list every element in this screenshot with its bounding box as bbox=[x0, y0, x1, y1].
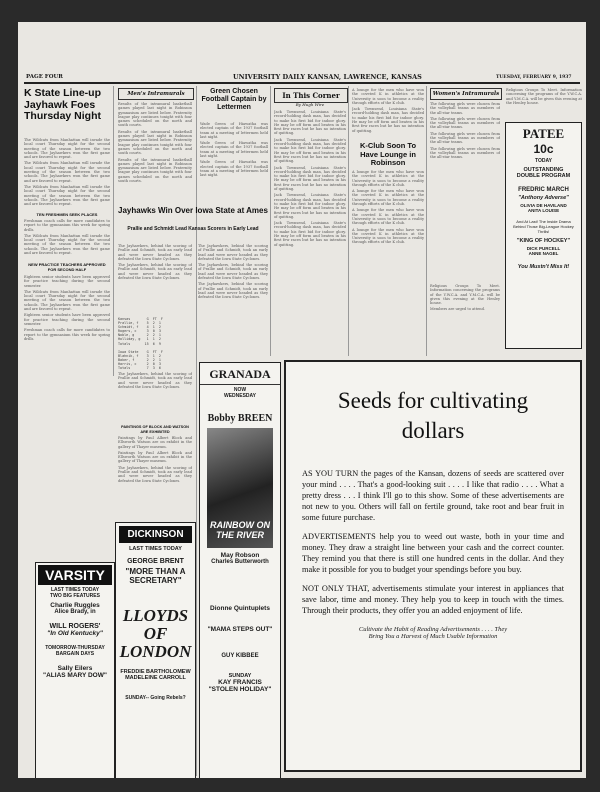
article-religious-groups bbox=[430, 284, 500, 356]
patee-anthony-adverse: "Anthony Adverse" bbox=[518, 195, 569, 201]
box-score-row: Baker, f 2 2 1 bbox=[118, 357, 161, 362]
seeds-tagline-2: Bring You a Harvest of Much Usable Information bbox=[368, 633, 498, 640]
womens-intramurals-title: Women's Intramurals bbox=[430, 88, 502, 100]
box-score-row: Iowa State G FT F bbox=[118, 349, 163, 354]
box-score-row: Prallie, f 5 2 1 bbox=[118, 321, 161, 326]
box-score-row: Totals 7 3 6 bbox=[118, 366, 161, 371]
granada-name: GRANADA bbox=[200, 367, 280, 385]
patee-double: DOUBLE PROGRAM bbox=[516, 173, 571, 179]
patee-theater-ad bbox=[505, 122, 582, 349]
page-number: PAGE FOUR bbox=[26, 74, 63, 80]
varsity-theater-ad bbox=[35, 562, 115, 778]
masthead-date: TUESDAY, FEBRUARY 9, 1937 bbox=[496, 75, 572, 80]
newspaper-page bbox=[18, 22, 586, 778]
article-kclub bbox=[352, 170, 424, 356]
article-text: Freshman coach calls for more candidates to report to the gymnasium this week for spring drills. bbox=[24, 219, 110, 232]
article-text: The Jayhawkers, behind the scoring of Prallie and Schmidt, took an early lead and were never headed as they defeated the Iowa State Cyclones. bbox=[118, 263, 192, 281]
granada-now: NOW bbox=[233, 387, 247, 393]
article-text: Wade Green of Hiawatha was elected captain of the 1937 football team at a meeting of lettermen held last night. bbox=[200, 122, 268, 139]
patee-fredric-march: FREDRIC MARCH bbox=[518, 187, 569, 193]
box-score-row: Noble, g 2 2 1 bbox=[118, 333, 161, 338]
granada-theater-ad bbox=[199, 362, 281, 778]
varsity-will-rogers: WILL ROGERS' bbox=[49, 623, 101, 630]
article-text: The Jayhawkers, behind the scoring of Prallie and Schmidt, took an early lead and were never headed as they defeated the Iowa State Cyclones. bbox=[118, 244, 192, 261]
varsity-brady: Alice Brady, in bbox=[54, 609, 96, 615]
granada-bobby-breen: Bobby BREEN bbox=[207, 413, 273, 424]
box-score-row: Schmidt, f 4 1 2 bbox=[118, 325, 161, 330]
patee-anita: ANITA LOUISE bbox=[527, 208, 560, 213]
dickinson-last-times: LAST TIMES TODAY bbox=[129, 546, 182, 552]
article-text: A lounge for the men who have won the coveted K in athletics at the University is soon to become a reality through efforts of the K club. bbox=[352, 189, 424, 207]
article-text: The Jayhawkers, behind the scoring of Prallie and Schmidt, took an early lead and were never headed as they defeated the Iowa State Cyclones. bbox=[198, 244, 268, 261]
article-kstate bbox=[24, 138, 110, 208]
column-rule bbox=[426, 86, 427, 356]
patee-purcell: DICK PURCELL bbox=[526, 246, 561, 251]
article-iowa-state bbox=[118, 244, 192, 314]
varsity-bargain-days: TOMORROW-THURSDAY BARGAIN DAYS bbox=[45, 645, 105, 657]
seeds-paragraph-3: NOT ONLY THAT, advertisements stimulate your interest in appliances that save labor, time and money. They help you to keep in touch with the times. Through their products, they offer you an added enjoyment of life. bbox=[302, 584, 564, 615]
article-text: Religious Groups To Meet. Information concerning the programs of the Y.W.C.A. and Y.M.C.A. will be given this evening at the Henley house. bbox=[506, 88, 582, 105]
article-text: The Wildcats from Manhattan will invade the local court Thursday night for the second meeting of the season between the two schools. The Jayhawkers won the first game and are favored to repeat. bbox=[24, 138, 110, 160]
dickinson-bartholomew: FREDDIE BARTHOLOMEW bbox=[120, 669, 191, 675]
granada-mama-steps-out: "MAMA STEPS OUT" bbox=[207, 626, 273, 633]
box-score-row: Holliday, g 1 1 2 bbox=[118, 337, 161, 342]
box-score-header: Kansas G FT F bbox=[118, 317, 163, 321]
varsity-old-kentucky: "In Old Kentucky" bbox=[47, 630, 103, 637]
granada-may-robson: May Robson bbox=[220, 552, 260, 559]
varsity-eilers: Sally Eilers bbox=[57, 665, 93, 672]
granada-sunday: SUNDAY bbox=[228, 673, 252, 679]
article-text: Jack Townsend, Louisiana State's record-holding dash man, has decided to make his first bid for indoor glory. He may be off form and beaten in his first few races but he has no intention of quitting. bbox=[274, 221, 346, 247]
dickinson-theater-ad bbox=[115, 522, 196, 778]
article-text: The Wildcats from Manhattan will invade the local court Thursday night for the second meeting of the season between the two schools. The Jayhawkers won the first game and are favored to repeat. bbox=[24, 184, 110, 207]
patee-must-miss: You Mustn't Miss It! bbox=[517, 264, 570, 270]
in-this-corner-byline: By Hugh Wire bbox=[295, 102, 325, 107]
article-text: The Jayhawkers, behind the scoring of Prallie and Schmidt, took an early lead and were never headed as they defeated the Iowa State Cyclones. bbox=[118, 372, 192, 389]
box-score-row: Totals 15 6 9 bbox=[118, 341, 161, 346]
mens-intramurals-body bbox=[118, 102, 192, 202]
article-text: The following girls were chosen from the volleyball teams as members of the all-star teams. bbox=[430, 146, 500, 160]
article-text: Eighteen senior students have been approved for practice teaching during the second semester. bbox=[24, 275, 110, 288]
article-text: A lounge for the men who have won the coveted K in athletics at the University is soon to become a reality through efforts of the K club. bbox=[352, 227, 424, 245]
article-text: Jack Townsend, Louisiana State's record-holding dash man, has decided to make his first bid for indoor glory. He may be off form and beaten in his first few races but he has no intention of quitting. bbox=[352, 107, 424, 133]
patee-price: 10c bbox=[533, 142, 554, 156]
article-paintings bbox=[118, 436, 192, 524]
seeds-ad bbox=[284, 360, 582, 772]
patee-olivia: OLIVIA DE HAVILAND bbox=[520, 203, 567, 208]
article-text: Paintings by Paul Albert Block and Ellsworth Watson are on exhibit in the gallery of Thayer museum. bbox=[118, 450, 192, 464]
subhead-freshmen: TEN FRESHMEN SEEK PLACES bbox=[36, 212, 98, 217]
patee-king-of-hockey: "KING OF HOCKEY" bbox=[516, 238, 571, 244]
headline-iowa-state: Jayhawks Win Over Iowa State at Ames bbox=[118, 206, 268, 215]
masthead-title: UNIVERSITY DAILY KANSAN, LAWRENCE, KANSAS bbox=[233, 73, 422, 81]
dickinson-lloyds: LLOYDS OF LONDON bbox=[119, 606, 192, 661]
in-this-corner-title: In This Corner bbox=[274, 88, 348, 103]
granada-wednesday: WEDNESDAY bbox=[223, 393, 257, 399]
subhead-paintings: PAINTINGS OF BLOCK AND WATSON ARE EXHIBITED bbox=[121, 425, 189, 434]
dickinson-carroll: MADELEINE CARROLL bbox=[125, 675, 186, 681]
article-kclub-lead bbox=[352, 88, 424, 138]
womens-intramurals-body bbox=[430, 102, 500, 278]
granada-stolen-holiday: "STOLEN HOLIDAY" bbox=[208, 686, 272, 693]
granada-rainbow-title: RAINBOW ON THE RIVER bbox=[210, 520, 270, 540]
subhead-iowa-state: Prallie and Schmidt Lead Kansas Scorers in Early Lead bbox=[127, 226, 259, 232]
subhead-practice-teachers: NEW PRACTICE TEACHERS APPROVED FOR SECOND HALF bbox=[28, 262, 106, 272]
seeds-tagline-1: Cultivate the Habit of Reading Advertisements . . . . They bbox=[358, 626, 508, 633]
article-text: The Wildcats from Manhattan will invade the local court Thursday night for the second meeting of the season between the two schools. The Jayhawkers won the first game and are favored to repeat. bbox=[24, 289, 110, 312]
article-text: The Wildcats from Manhattan will invade the local court Thursday night for the second meeting of the season between the two schools. The Jayhawkers won the first game and are favored to repeat. bbox=[24, 233, 110, 256]
headline-kstate: K State Line-up Jayhawk Foes Thursday Night bbox=[24, 87, 102, 122]
patee-nagel: ANNE NAGEL bbox=[528, 251, 559, 256]
seeds-title-line1: Seeds for cultivating bbox=[337, 388, 529, 413]
box-score bbox=[118, 317, 192, 370]
article-text: Jack Townsend, Louisiana State's record-holding dash man, has decided to make his first bid for indoor glory. He may be off form and beaten in his first few races but he has no intention of quitting. bbox=[274, 110, 346, 136]
box-score-row: Blahnik, f 3 1 2 bbox=[118, 353, 161, 358]
article-text: The Jayhawkers, behind the scoring of Prallie and Schmidt, took an early lead and were never headed as they defeated the Iowa State Cyclones. bbox=[118, 465, 192, 483]
article-text: The Wildcats from Manhattan will invade the local court Thursday night for the second meeting of the season between the two schools. The Jayhawkers won the first game and are favored to repeat. bbox=[24, 161, 110, 183]
column-rule bbox=[113, 86, 114, 376]
seeds-paragraph-2: ADVERTISEMENTS help you to weed out waste, both in your time and money. They draw a straight line between your cash and the correct counter. They remind you that there is still one hundred cents in the dollar. And they make it possible for you to budget your spendings before you buy. bbox=[302, 532, 564, 574]
patee-tagline: And At Last! The Inside Drama Behind Those Big-League Hockey Thrills! bbox=[513, 219, 574, 234]
varsity-name: VARSITY bbox=[38, 565, 112, 585]
patee-name: PATEE bbox=[522, 126, 565, 141]
article-iowa-state-continued bbox=[198, 244, 268, 352]
dickinson-sunday: SUNDAY-- Going Rebels? bbox=[125, 695, 186, 701]
dickinson-name: DICKINSON bbox=[119, 526, 192, 543]
article-freshmen bbox=[24, 219, 110, 259]
article-text: Results of the intramural basketball games played last night in Robinson gymnasium are listed below. Fraternity league play continues tonight with four games scheduled on the north and south courts. bbox=[118, 157, 192, 184]
patee-outstanding: OUTSTANDING bbox=[523, 167, 564, 173]
article-text: The Jayhawkers, behind the scoring of Prallie and Schmidt, took an early lead and were never headed as they defeated the Iowa State Cyclones. bbox=[198, 263, 268, 281]
masthead-rule bbox=[24, 82, 580, 84]
varsity-two-features: TWO BIG FEATURES bbox=[50, 593, 100, 599]
box-score-continued bbox=[118, 372, 192, 422]
headline-kclub: K-Club Soon To Have Lounge in Robinson bbox=[359, 141, 417, 167]
article-text: Paintings by Paul Albert Block and Ellsworth Watson are on exhibit in the gallery of Thayer museum. bbox=[118, 436, 192, 449]
article-text: Wade Green of Hiawatha was elected captain of the 1937 football team at a meeting of lettermen held last night. bbox=[200, 160, 268, 178]
patee-today: TODAY bbox=[535, 158, 552, 164]
article-text: The Jayhawkers, behind the scoring of Prallie and Schmidt, took an early lead and were never headed as they defeated the Iowa State Cyclones. bbox=[198, 282, 268, 300]
column-rule bbox=[270, 86, 271, 356]
article-text: Jack Townsend, Louisiana State's record-holding dash man, has decided to make his first bid for indoor glory. He may be off form and beaten in his first few races but he has no intention of quitting. bbox=[274, 137, 346, 164]
dickinson-secretary: "MORE THAN A SECRETARY" bbox=[125, 567, 186, 585]
in-this-corner-body bbox=[274, 110, 346, 355]
article-text: A lounge for the men who have won the coveted K in athletics at the University is soon to become a reality through efforts of the K club. bbox=[352, 170, 424, 187]
article-text: Results of the intramural basketball games played last night in Robinson gymnasium are listed below. Fraternity league play continues tonight with four games scheduled on the north and south courts. bbox=[118, 102, 192, 128]
mens-intramurals-title: Men's Intramurals bbox=[118, 88, 194, 100]
article-text: The following girls were chosen from the volleyball teams as members of the all-star teams. bbox=[430, 131, 500, 145]
seeds-title-line2: dollars bbox=[401, 418, 465, 443]
column-rule bbox=[196, 86, 197, 776]
article-text: The following girls were chosen from the volleyball teams as members of the all-star teams. bbox=[430, 116, 500, 130]
article-text: Jack Townsend, Louisiana State's record-holding dash man, has decided to make his first bid for indoor glory. He may be off form and beaten in his first few races but he has no intention of quitting. bbox=[274, 193, 346, 219]
granada-kibbee: GUY KIBBEE bbox=[221, 653, 259, 659]
article-text: Freshman coach calls for more candidates to report to the gymnasium this week for spring drills. bbox=[24, 328, 110, 341]
varsity-last-times: LAST TIMES TODAY bbox=[50, 587, 100, 593]
article-text: Religious Groups To Meet. Information concerning the programs of the Y.W.C.A. and Y.M.C.A. will be given this evening at the Henley house. bbox=[430, 284, 500, 306]
article-text: Eighteen senior students have been approved for practice teaching during the second semester. bbox=[24, 313, 110, 326]
seeds-paragraph-1: AS YOU TURN the pages of the Kansan, dozens of seeds are scattered over your mind . . . . That's a good-looking suit . . . . I like that radio . . . . What a pretty dress . . . I think I'll go to this show. Some of these advertisements are not new to you. Others will fall on fertile ground, take root and bear fruit in some future purchase. bbox=[302, 469, 564, 522]
box-score-row: Rogers, c 3 0 3 bbox=[118, 329, 161, 334]
column-rule bbox=[348, 86, 349, 356]
seeds-body bbox=[302, 468, 564, 616]
article-text: Members are urged to attend. bbox=[430, 307, 486, 312]
article-text: Wade Green of Hiawatha was elected captain of the 1937 football team at a meeting of lettermen held last night. bbox=[200, 141, 268, 159]
granada-butterworth: Charles Butterworth bbox=[211, 559, 269, 565]
box-score-row: Harris, c 2 0 3 bbox=[118, 362, 161, 367]
granada-kay-francis: KAY FRANCIS bbox=[218, 679, 262, 686]
dickinson-brent: GEORGE BRENT bbox=[127, 558, 184, 565]
article-text: Jack Townsend, Louisiana State's record-holding dash man, has decided to make his first bid for indoor glory. He may be off form and beaten in his first few races but he has no intention of quitting. bbox=[274, 165, 346, 192]
article-football-captain bbox=[200, 122, 268, 202]
article-practice-teachers bbox=[24, 275, 110, 375]
article-text: Results of the intramural basketball games played last night in Robinson gymnasium are listed below. Fraternity league play continues tonight with four games scheduled on the north and south courts. bbox=[118, 129, 192, 156]
article-text: A lounge for the men who have won the coveted K in athletics at the University is soon to become a reality through efforts of the K club. bbox=[352, 88, 424, 105]
article-text: A lounge for the men who have won the coveted K in athletics at the University is soon to become a reality through efforts of the K club. bbox=[352, 208, 424, 226]
granada-dionne: Dionne Quintuplets bbox=[210, 605, 270, 612]
article-text: The following girls were chosen from the volleyball teams as members of the all-star teams. bbox=[430, 102, 500, 115]
headline-football-captain: Green Chosen Football Captain by Lettermen bbox=[201, 88, 267, 111]
bobby-breen-photo bbox=[207, 428, 273, 548]
varsity-ruggles: Charlie Ruggles bbox=[50, 602, 100, 609]
varsity-alias-mary-dow: "ALIAS MARY DOW" bbox=[43, 672, 107, 679]
article-religious-continued bbox=[506, 88, 582, 120]
